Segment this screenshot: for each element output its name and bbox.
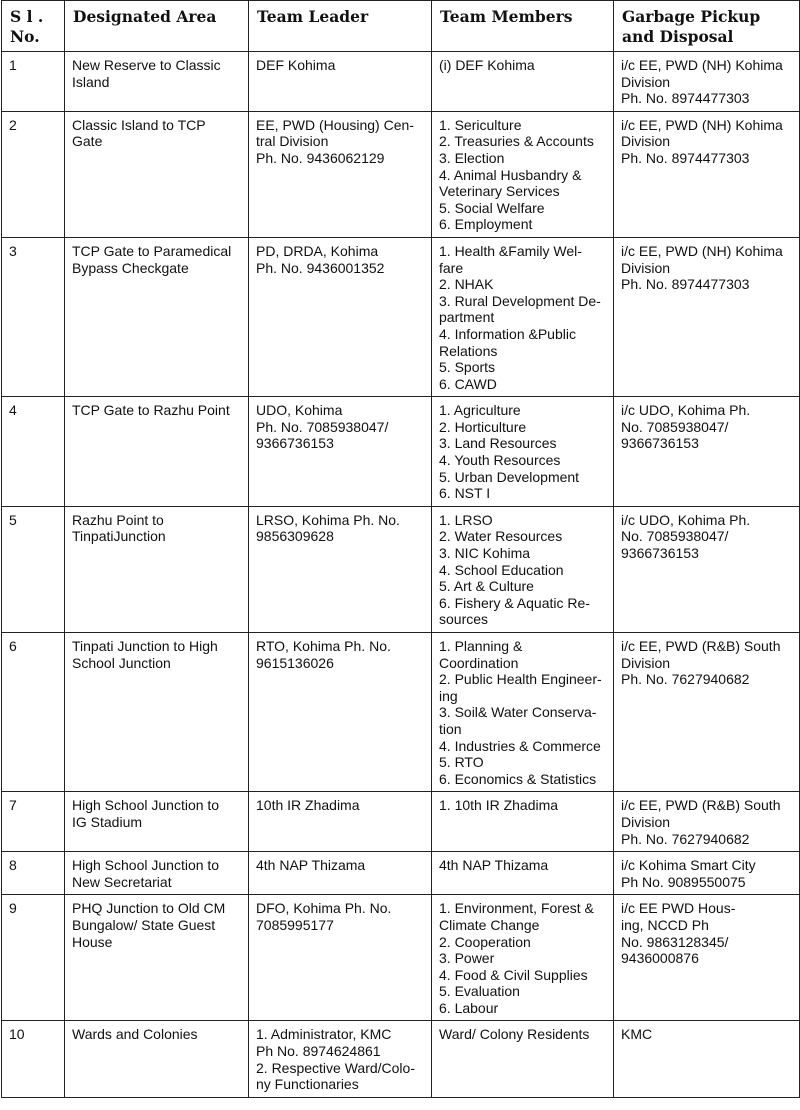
cell-line: Ward/ Colony Residents bbox=[439, 1026, 590, 1043]
cell-line: 3. Power bbox=[439, 950, 495, 967]
sl-no-cell: 10 bbox=[2, 1021, 65, 1097]
table-row bbox=[2, 237, 800, 396]
cell-line: Ph. No. 9436001352 bbox=[256, 259, 385, 276]
cell-line: Coordination bbox=[439, 654, 519, 671]
team-leader-cell bbox=[249, 895, 432, 1021]
cell-line: 6. CAWD bbox=[439, 375, 497, 392]
cell-line: PHQ Junction to Old CM bbox=[72, 900, 226, 917]
cell-line: No. 7085938047/ bbox=[621, 528, 729, 545]
cell-line: 1. Environment, Forest & bbox=[439, 900, 594, 917]
designated-area-cell bbox=[65, 792, 249, 852]
cell-line: No. 9863128345/ bbox=[621, 933, 729, 950]
cell-line: 1. Sericulture bbox=[439, 116, 522, 133]
table-row bbox=[2, 506, 800, 632]
cell-line: Tinpati Junction to High bbox=[72, 638, 218, 654]
cell-line: 3. Soil& Water Conserva- bbox=[439, 704, 597, 721]
cell-line: 2. Treasuries & Accounts bbox=[439, 133, 594, 150]
cell-line: PD, DRDA, Kohima bbox=[256, 242, 379, 259]
cell-line: i/c UDO, Kohima Ph. bbox=[621, 511, 751, 528]
cell-line: i/c EE, PWD (NH) Kohima bbox=[621, 116, 783, 133]
header-row bbox=[2, 1, 800, 52]
garbage-pickup-cell bbox=[614, 633, 800, 792]
cell-line: i/c EE, PWD (R&B) South bbox=[621, 797, 781, 814]
cell-line: New Secretariat bbox=[72, 873, 172, 890]
cell-line: Division bbox=[621, 73, 671, 90]
cell-line: TCP Gate to Razhu Point bbox=[72, 402, 230, 419]
cell-line: fare bbox=[439, 259, 464, 276]
cell-line: 1. 10th IR Zhadima bbox=[439, 797, 559, 814]
cell-line: i/c EE, PWD (NH) Kohima bbox=[621, 57, 783, 73]
garbage-pickup-cell bbox=[614, 506, 800, 632]
sl-no-cell: 8 bbox=[2, 852, 65, 895]
cell-line: i/c UDO, Kohima Ph. bbox=[621, 402, 751, 419]
garbage-pickup-cell bbox=[614, 52, 800, 112]
cell-line: 10th IR Zhadima bbox=[256, 797, 360, 814]
designated-area-cell bbox=[65, 397, 249, 507]
cell-line: Bypass Checkgate bbox=[72, 259, 189, 276]
cell-line: Ph. No. 9436062129 bbox=[256, 149, 385, 166]
cell-line: Ph. No. 8974477303 bbox=[621, 90, 750, 107]
cell-line: DFO, Kohima Ph. No. bbox=[256, 900, 392, 917]
table-row bbox=[2, 792, 800, 852]
cell-line: 3. NIC Kohima bbox=[439, 545, 531, 562]
cell-line: High School Junction to bbox=[72, 797, 220, 814]
cell-line: 9436000876 bbox=[621, 950, 699, 967]
cell-line: (i) DEF Kohima bbox=[439, 57, 535, 73]
cell-line: i/c EE, PWD (NH) Kohima bbox=[621, 242, 783, 259]
cell-line: EE, PWD (Housing) Cen- bbox=[256, 116, 414, 133]
garbage-pickup-cell bbox=[614, 792, 800, 852]
team-members-cell bbox=[432, 852, 614, 895]
cell-line: 3. Election bbox=[439, 149, 505, 166]
cell-line: Relations bbox=[439, 342, 498, 359]
cell-line: DEF Kohima bbox=[256, 57, 336, 73]
cell-line: Division bbox=[621, 259, 671, 276]
cell-line: 9856309628 bbox=[256, 528, 334, 545]
cell-line: New Reserve to Classic bbox=[72, 57, 221, 73]
cell-line: Division bbox=[621, 813, 671, 830]
cell-line: 3. Rural Development De- bbox=[439, 292, 601, 309]
cell-line: Ph. No. 8974477303 bbox=[621, 276, 750, 293]
designated-area-cell bbox=[65, 852, 249, 895]
header-garbage-pickup: Garbage Pickup and Disposal bbox=[614, 1, 800, 52]
cell-line: 1. Administrator, KMC bbox=[256, 1026, 392, 1043]
team-leader-cell bbox=[249, 506, 432, 632]
sl-no-cell: 3 bbox=[2, 237, 65, 396]
cell-line: Ph No. 9089550075 bbox=[621, 873, 746, 890]
cell-line: 9366736153 bbox=[621, 435, 699, 452]
cell-line: Ph. No. 7085938047/ bbox=[256, 418, 389, 435]
cell-line: 4th NAP Thizama bbox=[439, 857, 549, 874]
cell-line: 6. NST I bbox=[439, 485, 491, 502]
cell-line: 4th NAP Thizama bbox=[256, 857, 366, 874]
cell-line: 1. LRSO bbox=[439, 511, 493, 528]
sl-no-cell: 5 bbox=[2, 506, 65, 632]
header-designated-area: Designated Area bbox=[65, 1, 249, 52]
team-leader-cell bbox=[249, 397, 432, 507]
cell-line: TCP Gate to Paramedical bbox=[72, 242, 232, 259]
team-leader-cell bbox=[249, 792, 432, 852]
team-leader-cell bbox=[249, 52, 432, 112]
cell-line: Wards and Colonies bbox=[72, 1026, 198, 1043]
garbage-pickup-cell bbox=[614, 852, 800, 895]
cell-line: Ph. No. 8974477303 bbox=[621, 149, 750, 166]
cell-line: i/c EE PWD Hous- bbox=[621, 900, 736, 917]
garbage-pickup-cell bbox=[614, 111, 800, 237]
team-members-cell bbox=[432, 237, 614, 396]
cell-line: 5. Evaluation bbox=[439, 983, 520, 1000]
designated-area-cell bbox=[65, 52, 249, 112]
cell-line: 6. Fishery & Aquatic Re- bbox=[439, 594, 590, 611]
cell-line: Bungalow/ State Guest bbox=[72, 916, 216, 933]
team-members-cell bbox=[432, 895, 614, 1021]
cell-line: No. 7085938047/ bbox=[621, 418, 729, 435]
cell-line: Island bbox=[72, 73, 110, 90]
cell-line: 3. Land Resources bbox=[439, 435, 557, 452]
cell-line: 5. Sports bbox=[439, 359, 496, 376]
cell-line: tion bbox=[439, 720, 462, 737]
cell-line: Ph. No. 7627940682 bbox=[621, 830, 750, 847]
assignment-table bbox=[1, 0, 800, 1098]
cell-line: 2. NHAK bbox=[439, 276, 494, 293]
cell-line: 9615136026 bbox=[256, 654, 334, 671]
sl-no-cell: 7 bbox=[2, 792, 65, 852]
sl-no-cell: 1 bbox=[2, 52, 65, 112]
cell-line: 2. Water Resources bbox=[439, 528, 563, 545]
cell-line: i/c EE, PWD (R&B) South bbox=[621, 638, 781, 654]
header-team-members: Team Members bbox=[432, 1, 614, 52]
cell-line: 5. Social Welfare bbox=[439, 199, 545, 216]
cell-line: School Junction bbox=[72, 654, 171, 671]
garbage-pickup-cell bbox=[614, 1021, 800, 1097]
designated-area-cell bbox=[65, 237, 249, 396]
cell-line: TinpatiJunction bbox=[72, 528, 166, 545]
cell-line: 4. Industries & Commerce bbox=[439, 737, 601, 754]
cell-line: Razhu Point to bbox=[72, 511, 164, 528]
team-leader-cell bbox=[249, 852, 432, 895]
team-members-cell bbox=[432, 792, 614, 852]
team-members-cell bbox=[432, 52, 614, 112]
cell-line: IG Stadium bbox=[72, 813, 143, 830]
team-leader-cell bbox=[249, 1021, 432, 1097]
team-leader-cell bbox=[249, 237, 432, 396]
table-row bbox=[2, 111, 800, 237]
cell-line: 2. Respective Ward/Colo- bbox=[256, 1059, 415, 1076]
cell-line: Division bbox=[621, 654, 671, 671]
cell-line: 1. Health &Family Wel- bbox=[439, 242, 582, 259]
table-row bbox=[2, 895, 800, 1021]
cell-line: 5. Urban Development bbox=[439, 468, 580, 485]
table-row bbox=[2, 397, 800, 507]
header-team-leader: Team Leader bbox=[249, 1, 432, 52]
cell-line: 9366736153 bbox=[621, 545, 699, 562]
table-row bbox=[2, 52, 800, 112]
cell-line: partment bbox=[439, 309, 495, 326]
cell-line: Gate bbox=[72, 133, 103, 150]
header-sl-no: S l . No. bbox=[2, 1, 65, 52]
garbage-pickup-cell bbox=[614, 237, 800, 396]
sl-no-cell: 6 bbox=[2, 633, 65, 792]
cell-line: i/c Kohima Smart City bbox=[621, 857, 756, 874]
cell-line: 2. Public Health Engineer- bbox=[439, 671, 602, 688]
team-members-cell bbox=[432, 111, 614, 237]
designated-area-cell bbox=[65, 111, 249, 237]
cell-line: 4. Youth Resources bbox=[439, 452, 561, 469]
cell-line: ing, NCCD Ph bbox=[621, 916, 709, 933]
table-row bbox=[2, 852, 800, 895]
cell-line: 9366736153 bbox=[256, 435, 334, 452]
designated-area-cell bbox=[65, 633, 249, 792]
cell-line: House bbox=[72, 933, 113, 950]
cell-line: UDO, Kohima bbox=[256, 402, 343, 419]
cell-line: 7085995177 bbox=[256, 916, 334, 933]
cell-line: Climate Change bbox=[439, 916, 540, 933]
sl-no-cell: 2 bbox=[2, 111, 65, 237]
cell-line: tral Division bbox=[256, 133, 329, 150]
team-leader-cell bbox=[249, 633, 432, 792]
designated-area-cell bbox=[65, 1021, 249, 1097]
cell-line: 6. Labour bbox=[439, 999, 499, 1016]
sl-no-cell: 9 bbox=[2, 895, 65, 1021]
cell-line: 2. Cooperation bbox=[439, 933, 531, 950]
designated-area-cell bbox=[65, 895, 249, 1021]
team-members-cell bbox=[432, 506, 614, 632]
cell-line: 4. School Education bbox=[439, 561, 564, 578]
cell-line: Classic Island to TCP bbox=[72, 116, 206, 133]
cell-line: ny Functionaries bbox=[256, 1076, 359, 1093]
team-members-cell bbox=[432, 397, 614, 507]
sl-no-cell: 4 bbox=[2, 397, 65, 507]
cell-line: 6. Employment bbox=[439, 216, 533, 233]
cell-line: 4. Food & Civil Supplies bbox=[439, 966, 588, 983]
cell-line: KMC bbox=[621, 1026, 653, 1043]
cell-line: High School Junction to bbox=[72, 857, 220, 874]
cell-line: RTO, Kohima Ph. No. bbox=[256, 638, 391, 654]
cell-line: 4. Information &Public bbox=[439, 325, 576, 342]
garbage-pickup-cell bbox=[614, 397, 800, 507]
cell-line: sources bbox=[439, 611, 489, 628]
table-row bbox=[2, 1021, 800, 1097]
cell-line: 2. Horticulture bbox=[439, 418, 527, 435]
team-leader-cell bbox=[249, 111, 432, 237]
cell-line: 1. Agriculture bbox=[439, 402, 521, 419]
cell-line: Ph. No. 7627940682 bbox=[621, 671, 750, 688]
cell-line: Veterinary Services bbox=[439, 183, 560, 200]
cell-line: LRSO, Kohima Ph. No. bbox=[256, 511, 400, 528]
table-body bbox=[2, 52, 800, 1098]
cell-line: Division bbox=[621, 133, 671, 150]
garbage-pickup-cell bbox=[614, 895, 800, 1021]
designated-area-cell bbox=[65, 506, 249, 632]
cell-line: 5. Art & Culture bbox=[439, 578, 534, 595]
cell-line: 1. Planning & bbox=[439, 638, 523, 654]
team-members-cell bbox=[432, 1021, 614, 1097]
table-row bbox=[2, 633, 800, 792]
cell-line: 6. Economics & Statistics bbox=[439, 770, 597, 787]
cell-line: ing bbox=[439, 687, 458, 704]
cell-line: Ph No. 8974624861 bbox=[256, 1043, 381, 1060]
cell-line: 4. Animal Husbandry & bbox=[439, 166, 582, 183]
team-members-cell bbox=[432, 633, 614, 792]
cell-line: 5. RTO bbox=[439, 754, 484, 771]
